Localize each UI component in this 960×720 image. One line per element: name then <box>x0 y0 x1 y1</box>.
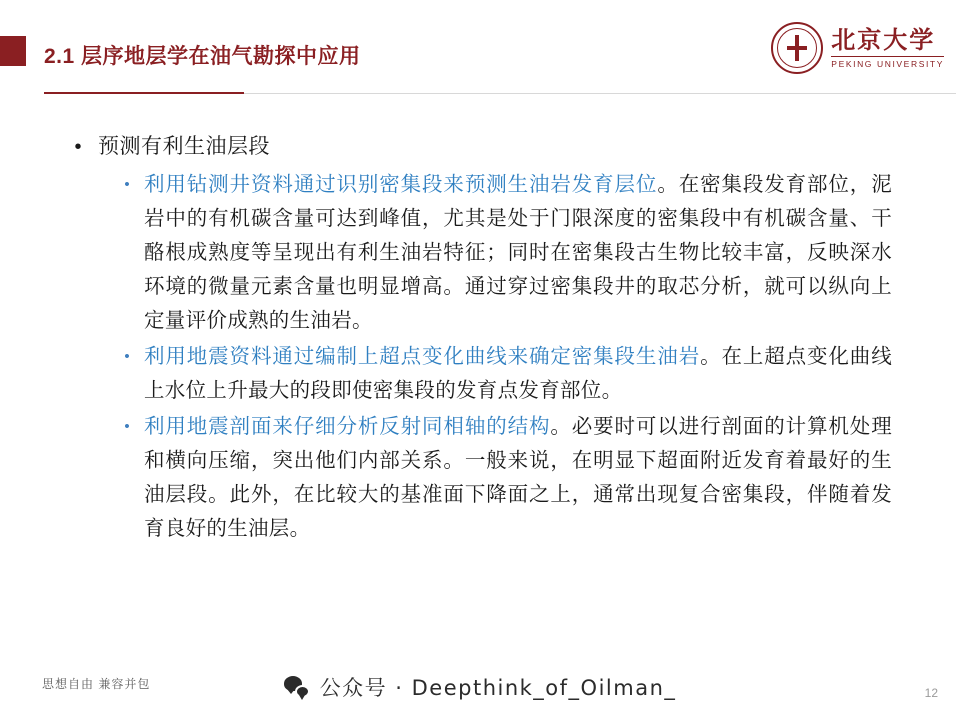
peking-university-seal-icon <box>771 22 823 74</box>
list-item-body: 。在上超点变化曲线上水位上升最大的段即使密集段的发育点发育部位。 <box>144 345 892 402</box>
bullet-level2-list <box>122 168 892 546</box>
slide-content <box>72 132 892 548</box>
bullet-marker: • <box>74 136 82 158</box>
title-underline-secondary <box>244 93 956 94</box>
bullet-marker: • <box>124 418 130 435</box>
footer-watermark <box>0 672 960 702</box>
wechat-icon <box>284 676 310 698</box>
bullet-marker: • <box>124 348 130 365</box>
list-item-highlight: 利用地震剖面来仔细分析反射同相轴的结构 <box>144 415 551 438</box>
footer-account-name: 公众号 · Deepthink_of_Oilman_ <box>319 676 677 700</box>
list-item-text <box>144 340 892 408</box>
list-item <box>122 340 892 408</box>
list-item <box>122 168 892 338</box>
bullet-level1 <box>72 132 892 162</box>
list-item-text <box>144 410 892 546</box>
list-item-body: 。必要时可以进行剖面的计算机处理和横向压缩，突出他们内部关系。一般来说，在明显下超面附近发育着最好的生油层段。此外，在比较大的基准面下降面之上，通常出现复合密集段，伴随着发育良好的生油层。 <box>144 415 892 540</box>
list-item-text <box>144 168 892 338</box>
logo-name-en: PEKING UNIVERSITY <box>831 56 944 69</box>
bullet-marker: • <box>124 176 130 193</box>
list-item <box>122 410 892 546</box>
list-item-highlight: 利用地震资料通过编制上超点变化曲线来确定密集段生油岩 <box>144 345 701 368</box>
bullet-level1-text: 预测有利生油层段 <box>98 135 270 158</box>
title-accent-bar <box>0 36 26 66</box>
title-underline <box>44 92 244 94</box>
list-item-body: 。在密集段发育部位，泥岩中的有机碳含量可达到峰值，尤其是处于门限深度的密集段中有机碳含量、干酪根成熟度等呈现出有利生油岩特征；同时在密集段古生物比较丰富，反映深水环境的微量元素含量也明显增高。通过穿过密集段井的取芯分析，就可以纵向上定量评价成熟的生油岩。 <box>144 173 892 332</box>
page-title: 2.1 层序地层学在油气勘探中应用 <box>44 45 361 68</box>
page-number: 12 <box>924 686 938 700</box>
university-logo <box>771 22 944 74</box>
logo-name-cn: 北京大学 <box>831 24 936 54</box>
footer-motto: 思想自由 兼容并包 <box>42 677 151 691</box>
logo-text <box>831 24 944 70</box>
list-item-highlight: 利用钻测井资料通过识别密集段来预测生油岩发育层位 <box>144 173 658 196</box>
